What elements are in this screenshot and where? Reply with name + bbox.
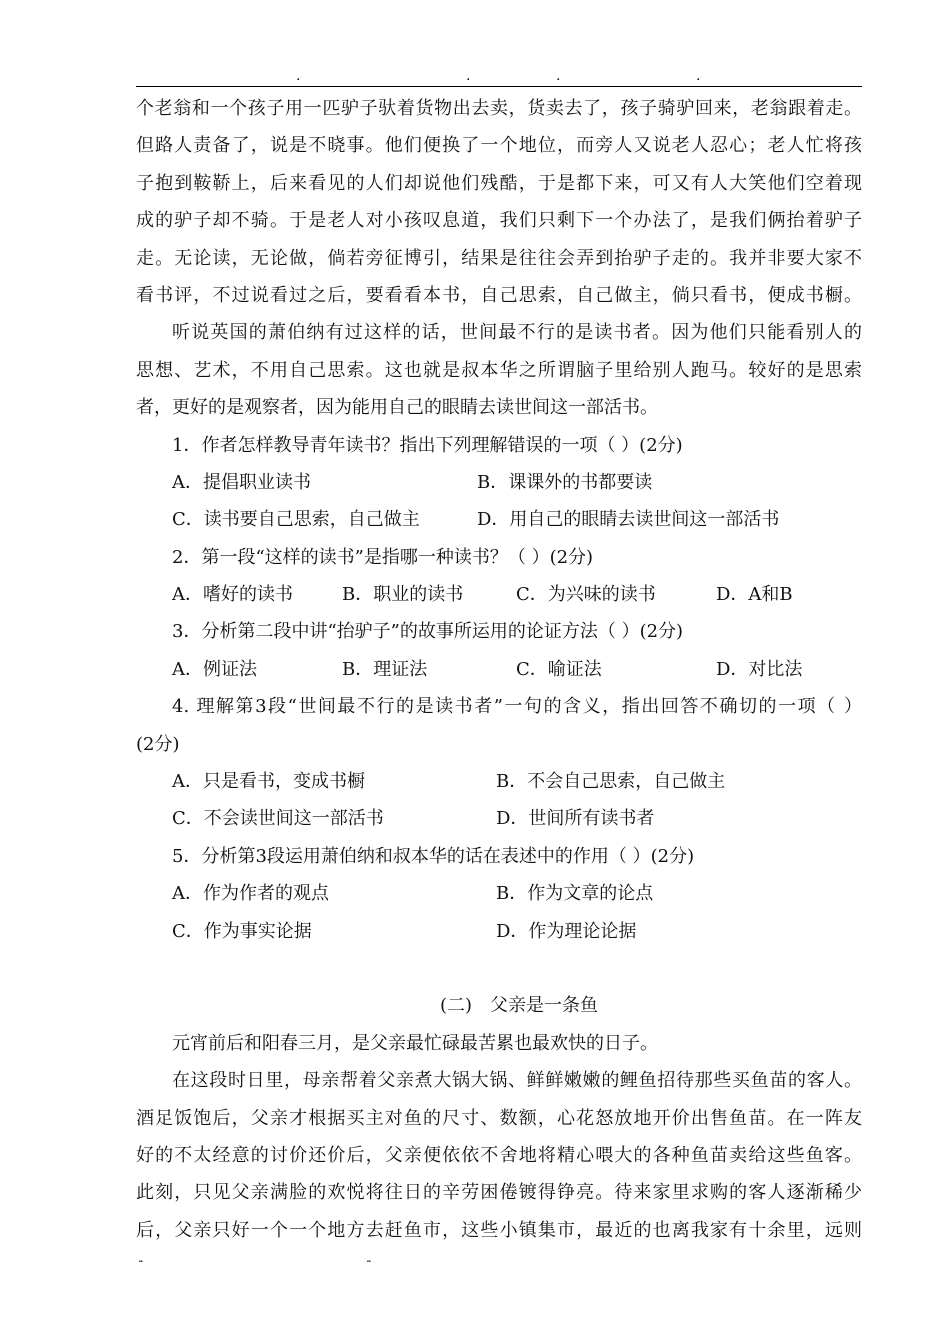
question-5-options-row	[136, 875, 862, 912]
option-a: A．作为作者的观点	[172, 883, 329, 905]
text-line: 看书评，不过说看过之后，要看看本书，自己思索，自己做主，倘只看书，便成书橱。	[136, 284, 862, 306]
question-3-options-row	[136, 651, 862, 688]
option-d: D．A和B	[716, 584, 793, 606]
option-d: D．世间所有读书者	[496, 808, 655, 830]
header-rule	[136, 86, 862, 87]
header-marks	[0, 70, 950, 82]
option-b: B．不会自己思索，自己做主	[496, 771, 726, 793]
option-a: A．嗜好的读书	[172, 584, 293, 606]
question-4-stem-cont: (2分)	[136, 733, 180, 755]
header-mark: .	[296, 68, 301, 84]
option-c: C．不会读世间这一部活书	[172, 808, 384, 830]
text-line: 成的驴子却不骑。于是老人对小孩叹息道，我们只剩下一个办法了，是我们俩抬着驴子	[136, 210, 862, 232]
text-line: 子抱到鞍鞒上，后来看见的人们却说他们残酷，于是都下来，可又有人大笑他们空着现	[136, 172, 862, 194]
question-2-stem: 2．第一段“这样的读书”是指哪一种读书？（ ）(2分)	[172, 546, 594, 568]
text-line: 走。无论读，无论做，倘若旁征博引，结果是往往会弄到抬驴子走的。我并非要大家不	[136, 247, 862, 269]
question-1-stem: 1．作者怎样教导青年读书？指出下列理解错误的一项（ ）(2分)	[172, 434, 683, 456]
option-d: D．用自己的眼睛去读世间这一部活书	[477, 509, 780, 531]
option-b: B．作为文章的论点	[496, 883, 654, 905]
option-a: A．提倡职业读书	[172, 471, 311, 493]
section-title: (二) 父亲是一条鱼	[439, 995, 599, 1017]
question-4-options-row	[136, 763, 862, 800]
question-1-options-row	[136, 501, 862, 538]
text-line: 但路人责备了，说是不晓事。他们便换了一个地位，而旁人又说老人忍心；老人忙将孩	[136, 135, 862, 157]
section-gap	[136, 950, 862, 987]
option-d: D．作为理论论据	[496, 920, 637, 942]
text-line: 听说英国的萧伯纳有过这样的话，世间最不行的是读书者。因为他们只能看别人的	[172, 322, 862, 344]
header-mark: .	[466, 68, 471, 84]
option-a: A．只是看书，变成书橱	[172, 771, 365, 793]
option-a: A．例证法	[172, 658, 257, 680]
text-line: 者，更好的是观察者，因为能用自己的眼睛去读世间这一部活书。	[136, 397, 658, 419]
text-line: 思想、艺术，不用自己思索。这也就是叔本华之所谓脑子里给别人跑马。较好的是思索	[136, 359, 862, 381]
option-c: C．读书要自己思索，自己做主	[172, 509, 420, 531]
option-c: C．作为事实论据	[172, 920, 312, 942]
option-b: B．理证法	[342, 658, 428, 680]
question-2-options-row	[136, 576, 862, 613]
text-line: 在这段时日里，母亲帮着父亲煮大锅大锅、鲜鲜嫩嫩的鲤鱼招待那些买鱼苗的客人。	[172, 1070, 862, 1092]
footer-marks	[0, 1252, 950, 1264]
text-line: 元宵前后和阳春三月，是父亲最忙碌最苦累也最欢快的日子。	[172, 1032, 658, 1054]
question-1-options-row	[136, 464, 862, 501]
option-c: C．为兴味的读书	[516, 584, 656, 606]
header-mark: .	[556, 68, 561, 84]
text-line: 个老翁和一个孩子用一匹驴子驮着货物出去卖，货卖去了，孩子骑驴回来，老翁跟着走。	[136, 98, 862, 119]
question-5-stem: 5．分析第3段运用萧伯纳和叔本华的话在表述中的作用（ ）(2分)	[172, 845, 695, 867]
text-line: 后，父亲只好一个一个地方去赶鱼市，这些小镇集市，最近的也离我家有十余里，远则	[136, 1219, 862, 1241]
option-c: C．喻证法	[516, 658, 602, 680]
header-mark: .	[696, 68, 701, 84]
footer-mark: ..	[366, 1251, 370, 1265]
question-4-stem: 4. 理解第3段“世间最不行的是读书者”一句的含义，指出回答不确切的一项（ ）	[172, 696, 862, 718]
text-line: 酒足饭饱后，父亲才根据买主对鱼的尺寸、数额，心花怒放地开价出售鱼苗。在一阵友	[136, 1107, 862, 1129]
question-5-options-row	[136, 913, 862, 950]
question-4-options-row	[136, 800, 862, 837]
text-line: 好的不太经意的讨价还价后，父亲便依依不舍地将精心喂大的各种鱼苗卖给这些鱼客。	[136, 1144, 862, 1166]
question-3-stem: 3．分析第二段中讲“抬驴子”的故事所运用的论证方法（ ）(2分)	[172, 621, 684, 643]
document-body	[136, 90, 862, 1249]
option-b: B．职业的读书	[342, 584, 464, 606]
footer-mark: ..	[138, 1251, 142, 1265]
text-line: 此刻，只见父亲满脸的欢悦将往日的辛劳困倦镀得铮亮。待来家里求购的客人逐渐稀少	[136, 1182, 862, 1204]
option-d: D．对比法	[716, 658, 803, 680]
option-b: B．课课外的书都要读	[477, 471, 653, 493]
